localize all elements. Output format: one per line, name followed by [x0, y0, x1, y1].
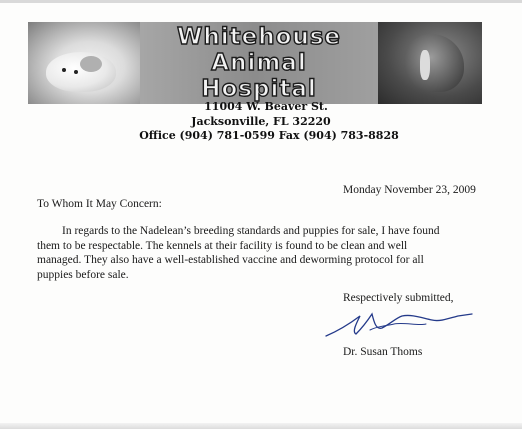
letterhead-address: [0, 100, 522, 144]
letter-date: Monday November 23, 2009: [343, 184, 476, 196]
signature-stroke: [370, 323, 426, 330]
scan-top-edge: [0, 0, 522, 3]
phone-fax: Office (904) 781-0599 Fax (904) 783-8828: [139, 129, 399, 142]
hospital-name-line-2: Animal: [211, 50, 307, 76]
city-state-zip: Jacksonville, FL 32220: [191, 114, 331, 128]
body-line: managed. They also have a well-established vaccine and deworming protocol for all: [37, 254, 424, 267]
puppy-ear: [80, 56, 102, 72]
puppy-photo: [28, 22, 140, 104]
street-address: 11004 W. Beaver St.: [204, 100, 328, 113]
body-line: In regards to the Nadelean’s breeding standards and puppies for sale, I have found: [62, 225, 440, 237]
body-line: them to be respectable. The kennels at their facility is found to be clean and well: [37, 239, 408, 252]
signer-name: Dr. Susan Thoms: [343, 346, 423, 358]
salutation: To Whom It May Concern:: [37, 198, 162, 210]
hospital-name-line-3: Hospital: [201, 76, 317, 102]
hospital-name-line-1: Whitehouse: [176, 24, 342, 50]
signature-stroke: [326, 314, 472, 336]
horse-figure: [404, 34, 464, 92]
puppy-figure: [46, 52, 116, 92]
scan-bottom-edge: [0, 423, 522, 429]
body-line: puppies before sale.: [37, 268, 129, 281]
puppy-eye: [62, 68, 66, 72]
letter-body: [37, 224, 499, 282]
horse-blaze: [420, 50, 430, 80]
hospital-name-logo: [140, 22, 378, 104]
horse-photo: [378, 22, 482, 104]
puppy-eye: [74, 70, 78, 74]
closing: Respectively submitted,: [343, 292, 454, 304]
letterhead-banner: [28, 22, 482, 104]
handwritten-signature: [322, 304, 492, 344]
